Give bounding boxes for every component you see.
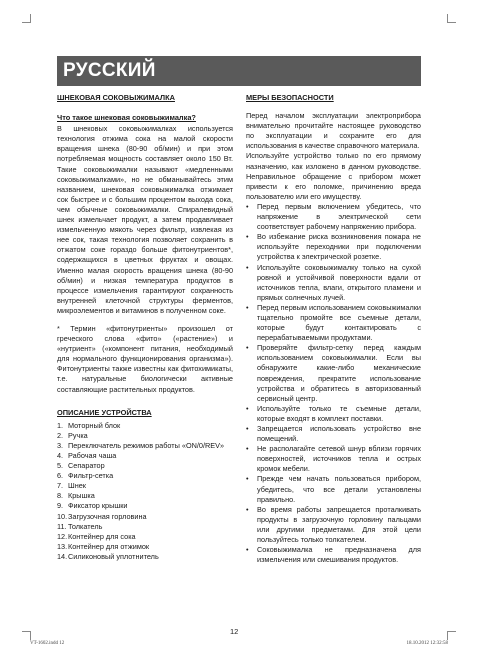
component-number: 7. [57, 481, 64, 491]
question-heading: Что такое шнековая соковыжималка? [57, 113, 196, 123]
safety-bullet-item [246, 424, 421, 444]
safety-bullet-text: Проверяйте фильтр-сетку перед каждым использованием соковыжималки. Если вы обнаружите какие-либо механические повреждения, прекратите использование устройства и обратитесь в авторизованный сервисный центр. [257, 343, 421, 403]
bullet-icon: • [246, 232, 249, 242]
component-label: Шнек [68, 481, 86, 491]
crop-mark-bottom-left [22, 631, 31, 640]
component-number: 14. [57, 551, 68, 561]
left-column [57, 93, 233, 562]
component-item [57, 421, 233, 431]
safety-bullet-text: Используйте только те съемные детали, которые входят в комплект поставки. [257, 403, 421, 423]
bullet-icon: • [246, 444, 249, 454]
component-item [57, 481, 233, 491]
component-label: Рабочая чаша [68, 451, 117, 460]
components-heading: ОПИСАНИЕ УСТРОЙСТВА [57, 407, 152, 417]
component-item [57, 542, 233, 552]
component-item [57, 491, 233, 501]
component-label: Толкатель [68, 521, 103, 531]
component-label: Контейнер для сока [68, 531, 136, 541]
safety-bullet-text: Не располагайте сетевой шнур вблизи горячих поверхностей, источников тепла и острых кромок мебели. [257, 444, 421, 474]
safety-bullet-item [246, 404, 421, 424]
component-item [57, 451, 233, 461]
safety-heading: МЕРЫ БЕЗОПАСНОСТИ [246, 93, 334, 102]
component-number: 13. [57, 541, 68, 551]
bullet-icon: • [246, 403, 249, 413]
component-label: Контейнер для отжимок [68, 541, 150, 551]
safety-bullet-text: Запрещается использовать устройство вне помещений. [257, 424, 421, 444]
bullet-icon: • [246, 504, 249, 514]
safety-bullet-item [246, 545, 421, 565]
safety-bullet-item [246, 202, 421, 232]
component-label: Сепаратор [68, 461, 105, 471]
component-item [57, 441, 233, 451]
bullet-icon: • [246, 262, 249, 272]
safety-intro-2: Используйте устройство только по его прямому назначению, как изложено в данном руководстве. Неправильное обращение с прибором может привести к его поломке, причинению вреда пользователю или его имуществу. [246, 151, 421, 201]
bullet-icon: • [246, 302, 249, 312]
bullet-icon: • [246, 343, 249, 353]
safety-bullet-text: Прежде чем начать пользоваться прибором, убедитесь, что все детали установлены правильно. [257, 474, 421, 504]
component-label: Фиксатор крышки [68, 501, 128, 511]
components-list [57, 421, 233, 562]
bullet-icon: • [246, 201, 249, 211]
component-number: 9. [57, 501, 64, 511]
component-item [57, 431, 233, 441]
footer-file: VT-1602.indd 12 [30, 641, 65, 646]
component-number: 10. [57, 511, 68, 521]
component-item [57, 501, 233, 511]
component-number: 3. [57, 440, 64, 450]
safety-bullet-text: Во избежание риска возникновения пожара не используйте переходники при подключении устройства к электрической розетке. [257, 232, 421, 262]
component-item [57, 461, 233, 471]
component-label: Силиконовый уплотнитель [68, 551, 159, 561]
component-number: 2. [57, 430, 64, 440]
safety-intro-1: Перед началом эксплуатации электроприбора внимательно прочитайте настоящее руководство по эксплуатации и сохраните его для использования в качестве справочного материала. [246, 111, 421, 151]
safety-bullet-text: Используйте соковыжималку только на сухой ровной и устойчивой поверхности вдали от источников тепла, влаги, открытого пламени и прямых солнечных лучей. [257, 262, 421, 302]
safety-bullet-item [246, 505, 421, 545]
component-item [57, 512, 233, 522]
component-item [57, 552, 233, 562]
safety-bullets [246, 202, 421, 565]
component-label: Фильтр-сетка [68, 471, 114, 481]
component-number: 1. [57, 420, 64, 430]
bullet-icon: • [246, 424, 249, 433]
safety-bullet-item [246, 263, 421, 303]
safety-bullet-text: Перед первым включением убедитесь, что напряжение в электрической сети соответствует рабочему напряжению прибора. [257, 201, 421, 232]
footer-timestamp: 18.10.2012 12:32:58 [406, 641, 448, 646]
safety-bullet-text: Перед первым использованием соковыжималки тщательно промойте все съемные детали, которые будут контактировать с перерабатываемыми продуктами. [257, 302, 421, 343]
page-number: 12 [230, 627, 239, 636]
safety-bullet-item [246, 474, 421, 504]
component-label: Моторный блок [68, 420, 121, 430]
safety-bullet-text: Соковыжималка не предназначена для измельчения или смешивания продуктов. [257, 545, 421, 565]
component-number: 5. [57, 461, 64, 471]
crop-mark-top-left [22, 14, 31, 23]
crop-mark-top-right [447, 14, 456, 23]
language-header: РУССКИЙ [57, 56, 421, 86]
safety-bullet-item [246, 343, 421, 404]
component-item [57, 471, 233, 481]
main-heading: ШНЕКОВАЯ СОКОВЫЖИМАЛКА [57, 93, 175, 102]
component-number: 12. [57, 531, 68, 541]
component-number: 11. [57, 521, 67, 531]
footnote-paragraph: * Термин «фитонутриенты» произошел от греческого слова «фито» («растение») и «нутриент» («компонент питания, необходимый для нормального функционирования организма»). Фитонутриенты также известны как фитохимикаты, т.е. натуральные биологически активные составляющие растительных продуктов. [57, 323, 233, 394]
component-number: 4. [57, 451, 64, 460]
component-label: Переключатель режимов работы «ON/0/REV» [68, 440, 225, 450]
component-label: Крышка [68, 491, 95, 501]
safety-bullet-item [246, 303, 421, 343]
component-item [57, 522, 233, 532]
safety-bullet-item [246, 232, 421, 262]
intro-paragraph: В шнековых соковыжималках используется технология отжима сока на малой скорости вращения шнека (80-90 об/мин) и при этом потребляемая мощность составляет около 150 Вт. Такие соковыжималки называют «медленными соковыжималками», но не обманывайтесь этим названием, шнековая соковыжималка отжимает сок быстрее и с большим процентом выхода сока, чем обычные соковыжималки. Спиралевидный шнек измельчает продукт, а затем продавливает измельченную мякоть через фильтр, извлекая из нее сок, такая технология позволяет сохранить в отжатом соке гораздо больше фитонутриентов*, содержащихся в цветных фруктах и овощах. Именно малая скорость вращения шнека (80-90 об/мин) и низкая температура продуктов в процессе измельчения гарантируют сохранность внутренней клеточной структуры ферментов, микроэлементов и витаминов в полученном соке. [57, 124, 233, 315]
component-item [57, 532, 233, 542]
component-label: Ручка [68, 430, 88, 440]
component-number: 6. [57, 471, 64, 481]
component-label: Загрузочная горловина [68, 511, 147, 521]
safety-bullet-item [246, 444, 421, 474]
bullet-icon: • [246, 545, 249, 555]
bullet-icon: • [246, 474, 249, 484]
component-number: 8. [57, 491, 64, 501]
right-column [246, 93, 421, 565]
crop-mark-bottom-right [447, 631, 456, 640]
safety-bullet-text: Во время работы запрещается проталкивать продукты в загрузочную горловину пальцами или другими предметами. Для этой цели пользуйтесь только толкателем. [257, 504, 421, 545]
